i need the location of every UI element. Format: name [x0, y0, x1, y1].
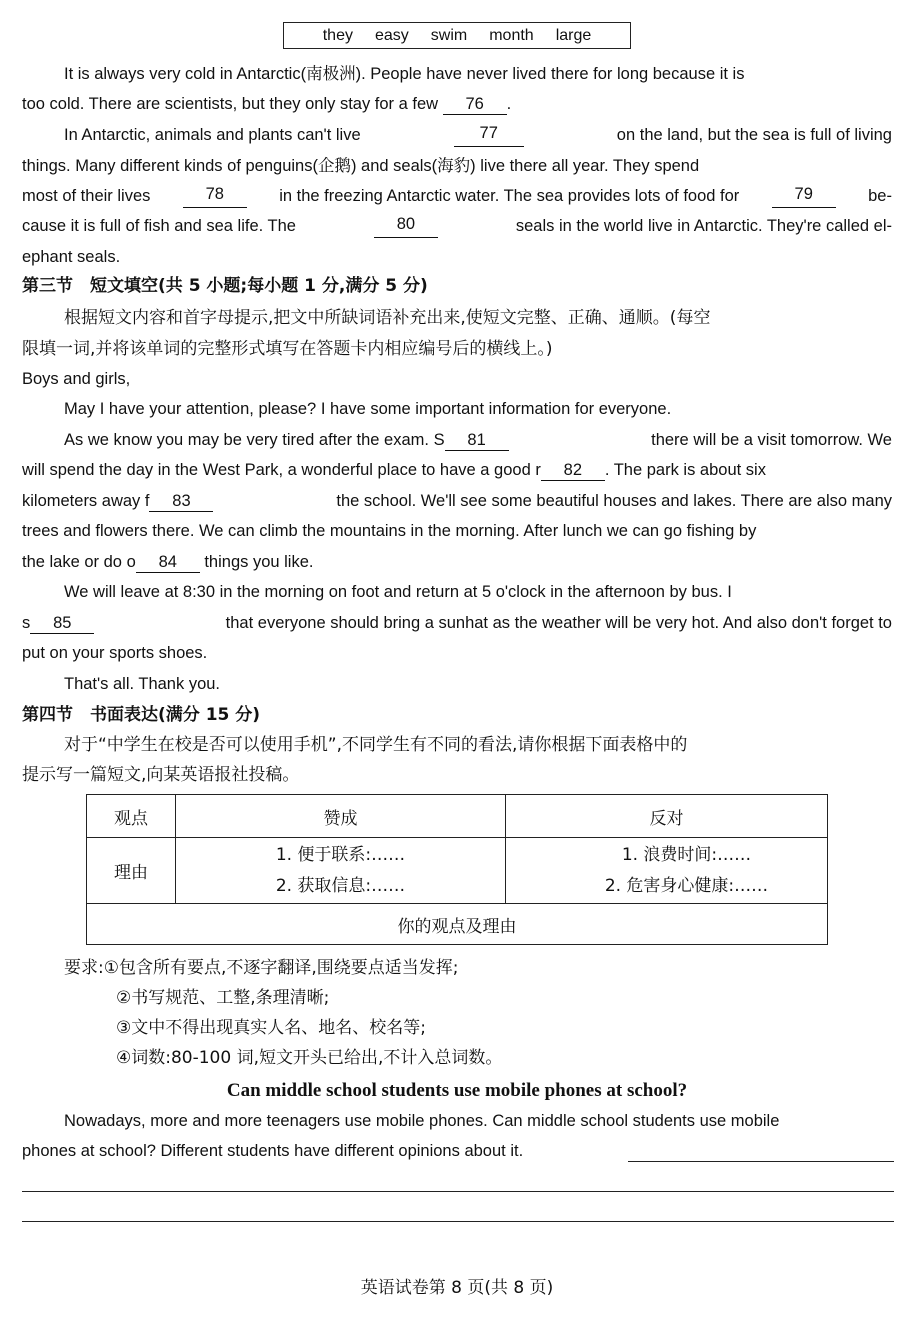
- passage-line: As we know you may be very tired after the exam. S 81 there will be a visit tomorrow. We: [64, 431, 892, 449]
- table-header-for: 赞成: [176, 795, 506, 838]
- passage-line: cause it is full of fish and sea life. The 80 seals in the world live in Antarctic. They're called el-: [22, 214, 892, 238]
- table-cell-against: 1. 浪费时间:…… 2. 危害身心健康:……: [506, 838, 828, 904]
- word-box-item: large: [555, 26, 592, 44]
- passage-line: things. Many different kinds of penguins(企鹅) and seals(海豹) live there all year. They spend: [22, 157, 700, 175]
- answer-blank-83[interactable]: 83: [149, 491, 213, 512]
- section-heading: 第三节 短文填空(共 5 小题;每小题 1 分,满分 5 分): [22, 276, 428, 296]
- instruction-line: 提示写一篇短文,向某英语报社投稿。: [22, 765, 300, 785]
- answer-blank-82[interactable]: 82: [541, 460, 605, 481]
- requirement-line: ③文中不得出现真实人名、地名、校名等;: [116, 1018, 426, 1038]
- passage-line: the lake or do o 84 things you like.: [22, 553, 314, 571]
- word-box-item: month: [489, 26, 534, 44]
- instruction-line: 限填一词,并将该单词的完整形式填写在答题卡内相应编号后的横线上。): [22, 339, 553, 359]
- word-box-item: easy: [374, 26, 409, 44]
- passage-line: In Antarctic, animals and plants can't live 77 on the land, but the sea is full of living: [64, 123, 892, 147]
- answer-blank-77[interactable]: 77: [454, 123, 524, 147]
- word-box-item: they: [322, 26, 353, 44]
- passage-line: trees and flowers there. We can climb the mountains in the morning. After lunch we can go fishing by: [22, 522, 757, 540]
- essay-title: Can middle school students use mobile phones at school?: [226, 1080, 688, 1101]
- greeting: Boys and girls,: [22, 370, 131, 388]
- section-heading: 第四节 书面表达(满分 15 分): [22, 705, 261, 725]
- answer-blank-76[interactable]: 76: [443, 94, 507, 115]
- requirement-line: ②书写规范、工整,条理清晰;: [116, 988, 330, 1008]
- passage-line: It is always very cold in Antarctic(南极洲). People have never lived there for long because it is: [64, 65, 745, 83]
- word-box: [283, 22, 631, 49]
- answer-blank-80[interactable]: 80: [374, 214, 438, 238]
- answer-blank-84[interactable]: 84: [136, 552, 200, 573]
- passage-line: May I have your attention, please? I have some important information for everyone.: [64, 400, 672, 418]
- passage-line: kilometers away f 83 the school. We'll see some beautiful houses and lakes. There are also many: [22, 492, 892, 510]
- answer-blank-81[interactable]: 81: [445, 430, 509, 451]
- table-cell-your-view: 你的观点及理由: [87, 904, 828, 945]
- table-row-label: 理由: [87, 838, 176, 904]
- essay-start-line: phones at school? Different students have different opinions about it.: [22, 1142, 524, 1160]
- passage-line: That's all. Thank you.: [64, 675, 221, 693]
- passage-line: We will leave at 8:30 in the morning on foot and return at 5 o'clock in the afternoon by bus. I: [64, 583, 732, 601]
- word-box-item: swim: [430, 26, 468, 44]
- requirement-line: 要求:①包含所有要点,不逐字翻译,围绕要点适当发挥;: [64, 958, 459, 978]
- table-cell-for: 1. 便于联系:…… 2. 获取信息:……: [176, 838, 506, 904]
- answer-blank-79[interactable]: 79: [772, 184, 836, 208]
- page-footer: 英语试卷第 8 页(共 8 页): [360, 1278, 554, 1298]
- passage-line: put on your sports shoes.: [22, 644, 208, 662]
- instruction-line: 对于“中学生在校是否可以使用手机”,不同学生有不同的看法,请你根据下面表格中的: [64, 735, 688, 755]
- opinion-table: [86, 794, 828, 945]
- instruction-line: 根据短文内容和首字母提示,把文中所缺词语补充出来,使短文完整、正确、通顺。(每空: [64, 308, 711, 328]
- essay-start-line: Nowadays, more and more teenagers use mobile phones. Can middle school students use mobile: [64, 1112, 780, 1130]
- requirement-line: ④词数:80-100 词,短文开头已给出,不计入总词数。: [116, 1048, 503, 1068]
- passage-line: will spend the day in the West Park, a wonderful place to have a good r 82 . The park is about six: [22, 461, 766, 479]
- passage-line: too cold. There are scientists, but they only stay for a few 76 .: [22, 95, 512, 113]
- writing-line[interactable]: [22, 1191, 894, 1192]
- table-header-view: 观点: [87, 795, 176, 838]
- writing-line[interactable]: [22, 1221, 894, 1222]
- table-header-against: 反对: [506, 795, 828, 838]
- passage-line: s 85 that everyone should bring a sunhat as the weather will be very hot. And also don't forget to: [22, 614, 892, 632]
- answer-blank-78[interactable]: 78: [183, 184, 247, 208]
- writing-line[interactable]: [628, 1161, 894, 1162]
- passage-line: most of their lives 78 in the freezing Antarctic water. The sea provides lots of food for 79 be-: [22, 184, 892, 208]
- passage-line: ephant seals.: [22, 248, 121, 266]
- answer-blank-85[interactable]: 85: [30, 613, 94, 634]
